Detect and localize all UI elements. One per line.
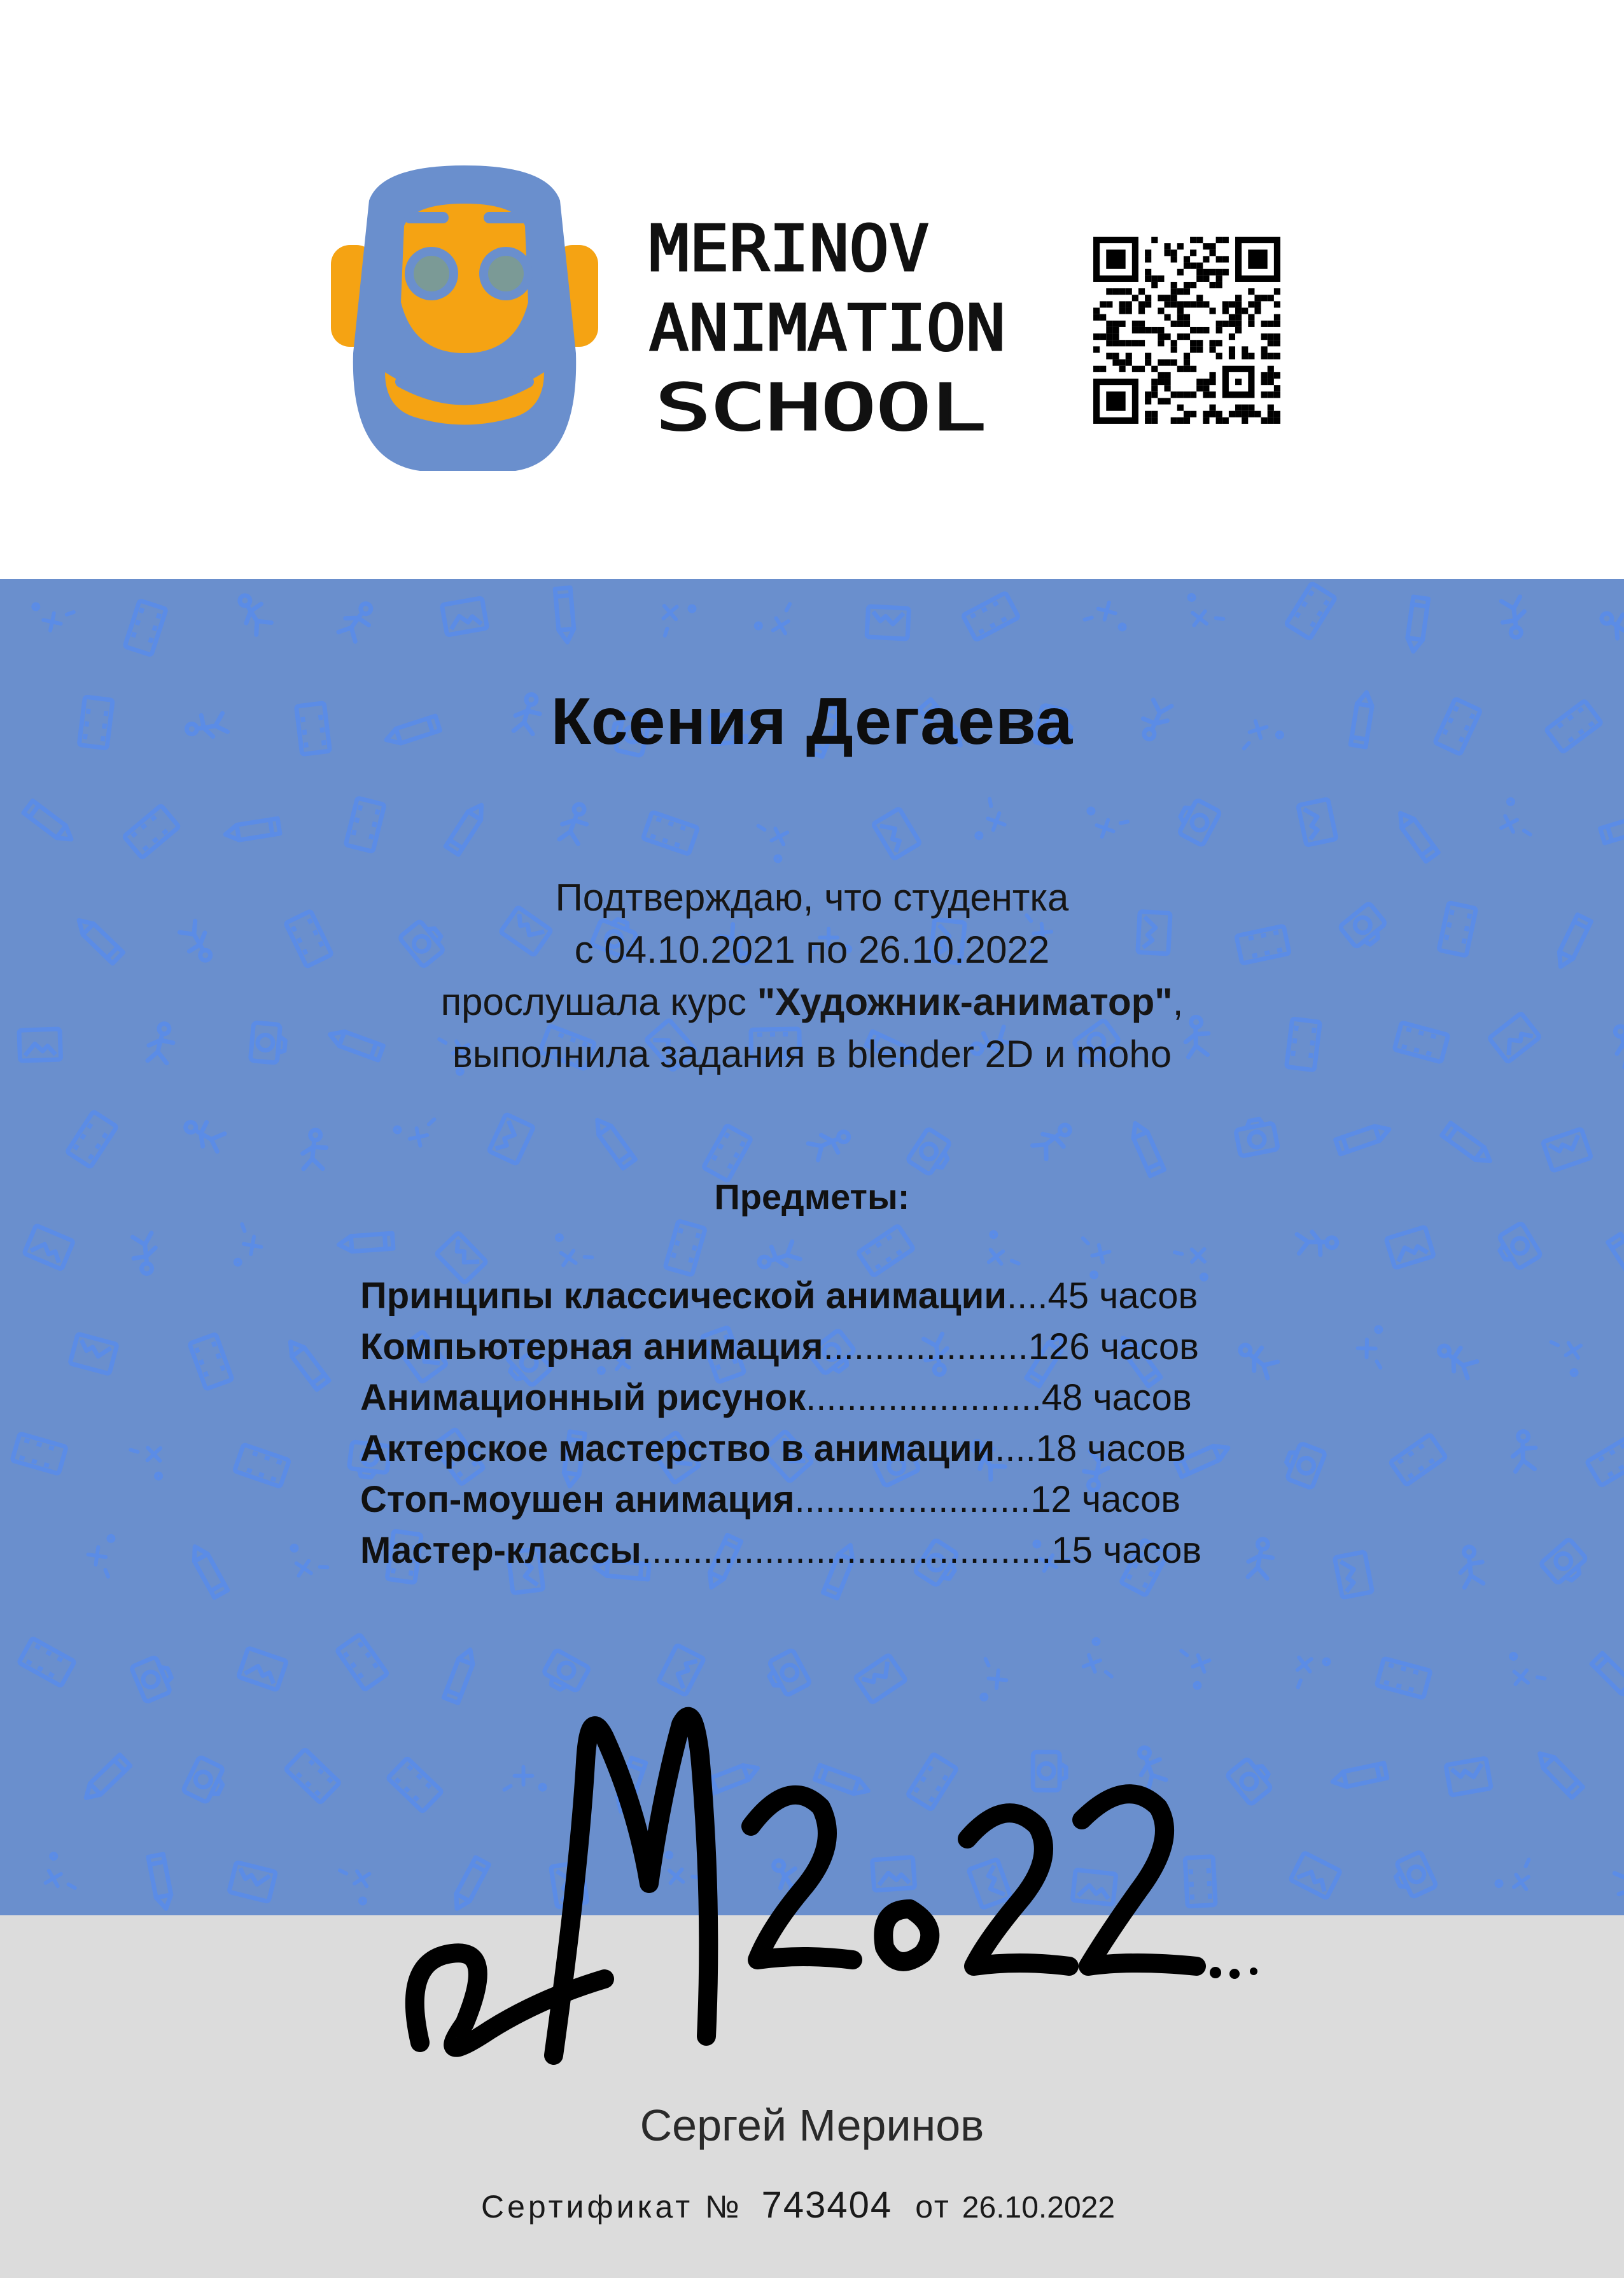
pattern-doodle — [643, 812, 697, 854]
certificate-date: 26.10.2022 — [962, 2191, 1116, 2225]
pattern-doodle — [1235, 1117, 1278, 1156]
pattern-doodle — [230, 590, 276, 636]
pattern-doodle — [127, 1231, 164, 1276]
pattern-doodle — [181, 1117, 226, 1152]
pattern-doodle — [190, 1334, 232, 1389]
pattern-doodle — [1331, 1763, 1387, 1789]
pattern-doodle — [1551, 1329, 1593, 1376]
subject-dots: ........................................ — [641, 1530, 1052, 1571]
pattern-doodle — [1442, 1123, 1495, 1167]
pattern-doodle — [85, 1533, 114, 1576]
subject-dots: ....................... — [806, 1377, 1042, 1418]
pattern-doodle — [1499, 1653, 1544, 1696]
pattern-doodle — [67, 1112, 116, 1168]
pattern-doodle — [445, 801, 487, 855]
pattern-doodle — [1294, 1226, 1339, 1260]
subject-dots: ....................... — [794, 1479, 1031, 1520]
pattern-doodle — [1390, 1852, 1436, 1900]
pattern-doodle — [131, 1654, 176, 1703]
certificate-from-label: от — [915, 2189, 951, 2225]
subject-dots: .... — [995, 1428, 1036, 1469]
subject-hours: 12 часов — [1030, 1479, 1181, 1520]
confirmation-line-4: выполнила задания в blender 2D и moho — [452, 1033, 1172, 1075]
pattern-doodle — [224, 818, 280, 842]
pattern-doodle — [337, 1634, 388, 1689]
subject-name: Стоп-моушен анимация — [360, 1479, 795, 1520]
pattern-doodle — [130, 1434, 175, 1479]
pattern-doodle — [395, 1119, 439, 1150]
pattern-doodle — [24, 1226, 74, 1269]
pattern-doodle — [1609, 1864, 1624, 1911]
subject-dots: .... — [1007, 1275, 1048, 1317]
qr-code-icon — [1093, 237, 1280, 424]
logo-line-3: SCHOOL — [655, 370, 986, 439]
pattern-doodle — [1406, 597, 1429, 653]
pattern-doodle — [559, 802, 589, 844]
pattern-doodle — [1597, 608, 1624, 645]
pattern-doodle — [1336, 1122, 1392, 1154]
pattern-doodle — [1495, 1859, 1542, 1901]
pattern-doodle — [1433, 1341, 1479, 1379]
pattern-doodle — [125, 601, 166, 655]
pattern-doodle — [858, 1226, 914, 1276]
pattern-doodle — [298, 1129, 329, 1171]
pattern-doodle — [337, 597, 375, 643]
pattern-doodle — [340, 1858, 381, 1904]
certificate-header — [0, 0, 1624, 579]
subject-item — [360, 1373, 1302, 1423]
subjects-list — [360, 1271, 1302, 1576]
certificate-label: Сертификат № — [481, 2189, 743, 2225]
pattern-doodle — [1600, 813, 1624, 843]
subject-item — [360, 1322, 1302, 1373]
logo-line-2: ANIMATION — [649, 291, 1005, 365]
subject-name: Мастер-классы — [360, 1530, 641, 1571]
pattern-doodle — [1031, 1116, 1075, 1163]
pattern-doodle — [1543, 1129, 1591, 1171]
subject-item — [360, 1525, 1302, 1576]
signature — [395, 1680, 1285, 2074]
pattern-doodle — [1128, 1121, 1164, 1176]
subject-name: Принципы классической анимации — [360, 1275, 1007, 1317]
pattern-doodle — [12, 1434, 66, 1474]
pattern-doodle — [976, 799, 1011, 844]
pattern-doodle — [806, 1121, 853, 1165]
pattern-doodle — [1376, 1658, 1431, 1698]
pattern-doodle — [183, 1757, 229, 1806]
pattern-doodle — [1534, 1748, 1583, 1798]
pattern-doodle — [1177, 594, 1224, 637]
subject-hours: 18 часов — [1035, 1428, 1186, 1469]
pattern-doodle — [81, 1755, 130, 1803]
subject-hours: 45 часов — [1047, 1275, 1198, 1317]
subject-item — [360, 1474, 1302, 1525]
pattern-doodle — [1587, 1437, 1624, 1486]
pattern-doodle — [1082, 807, 1128, 843]
pattern-doodle — [1386, 1227, 1434, 1268]
course-suffix: , — [1172, 981, 1184, 1023]
pattern-doodle — [281, 1544, 327, 1586]
certificate-number: 743404 — [761, 2184, 893, 2226]
pattern-doodle — [1284, 1644, 1331, 1688]
pattern-doodle — [545, 1234, 592, 1276]
subject-name: Актерское мастерство в анимации — [360, 1428, 995, 1469]
subject-name: Анимационный рисунок — [360, 1377, 806, 1418]
pattern-doodle — [1506, 1429, 1541, 1474]
pattern-doodle — [963, 592, 1019, 640]
pattern-doodle — [235, 1224, 265, 1268]
pattern-doodle — [489, 1114, 534, 1164]
pattern-doodle — [1452, 1544, 1489, 1590]
pattern-doodle — [1608, 1234, 1624, 1287]
pattern-doodle — [867, 606, 909, 639]
pattern-doodle — [188, 1543, 228, 1598]
pattern-doodle — [24, 800, 76, 845]
subject-item — [360, 1423, 1302, 1474]
pattern-doodle — [1298, 799, 1336, 846]
pattern-doodle — [1286, 583, 1336, 639]
pattern-doodle — [442, 598, 487, 635]
pattern-doodle — [650, 592, 696, 636]
confirmation-line-1: Подтверждаю, что студентка — [555, 876, 1069, 919]
subject-hours: 126 часов — [1028, 1326, 1199, 1367]
pattern-doodle — [1540, 1539, 1590, 1589]
pattern-doodle — [229, 1862, 276, 1902]
pattern-doodle — [907, 1128, 956, 1178]
pattern-doodle — [1334, 1552, 1372, 1598]
subject-name: Компьютерная анимация — [360, 1326, 823, 1367]
student-name: Ксения Дегаева — [550, 685, 1074, 758]
course-name: "Художник-аниматор" — [757, 981, 1173, 1023]
pattern-doodle — [873, 808, 920, 859]
logo-line-1: MERINOV — [649, 211, 929, 286]
pattern-doodle — [238, 1648, 286, 1690]
subject-hours: 48 часов — [1041, 1377, 1192, 1418]
pattern-doodle — [1085, 597, 1130, 630]
certificate-number-line — [481, 2184, 1115, 2228]
pattern-doodle — [35, 1853, 75, 1899]
pattern-doodle — [148, 1854, 174, 1910]
pattern-doodle — [234, 1444, 289, 1486]
confirmation-line-3 — [0, 976, 1624, 1028]
pattern-doodle — [70, 1334, 117, 1374]
subject-item — [360, 1271, 1302, 1322]
pattern-doodle — [19, 1638, 75, 1686]
pattern-doodle — [755, 604, 801, 645]
pattern-doodle — [1592, 1653, 1624, 1702]
confirmation-text — [0, 872, 1624, 1080]
pattern-doodle — [29, 604, 74, 635]
confirmation-line-2: с 04.10.2021 по 26.10.2022 — [574, 928, 1050, 971]
pattern-doodle — [346, 798, 384, 851]
subjects-title: Предметы: — [714, 1177, 910, 1217]
pattern-doodle — [555, 587, 575, 643]
pattern-doodle — [591, 1115, 635, 1168]
pattern-doodle — [1495, 594, 1534, 640]
pattern-doodle — [1394, 809, 1438, 862]
pattern-doodle — [1076, 1639, 1112, 1684]
robot-face-logo — [325, 162, 605, 480]
subject-dots: .................... — [823, 1326, 1028, 1367]
pattern-doodle — [284, 1338, 329, 1390]
pattern-doodle — [1173, 797, 1221, 846]
pattern-doodle — [665, 1221, 705, 1275]
pattern-doodle — [703, 1125, 751, 1181]
pattern-doodle — [1291, 1852, 1341, 1898]
school-logo-text — [649, 210, 1031, 439]
pattern-doodle — [1492, 799, 1530, 845]
pattern-doodle — [1446, 1758, 1491, 1795]
signer-name: Сергей Меринов — [640, 2100, 984, 2150]
pattern-doodle — [759, 815, 797, 862]
subject-hours: 15 часов — [1051, 1530, 1202, 1571]
pattern-doodle — [1357, 1327, 1381, 1368]
pattern-doodle — [286, 1749, 340, 1803]
pattern-doodle — [124, 806, 179, 858]
pattern-doodle — [339, 1233, 393, 1252]
pattern-doodle — [1494, 1222, 1541, 1272]
course-prefix: прослушала курс — [440, 981, 757, 1023]
pattern-doodle — [1390, 1434, 1446, 1485]
